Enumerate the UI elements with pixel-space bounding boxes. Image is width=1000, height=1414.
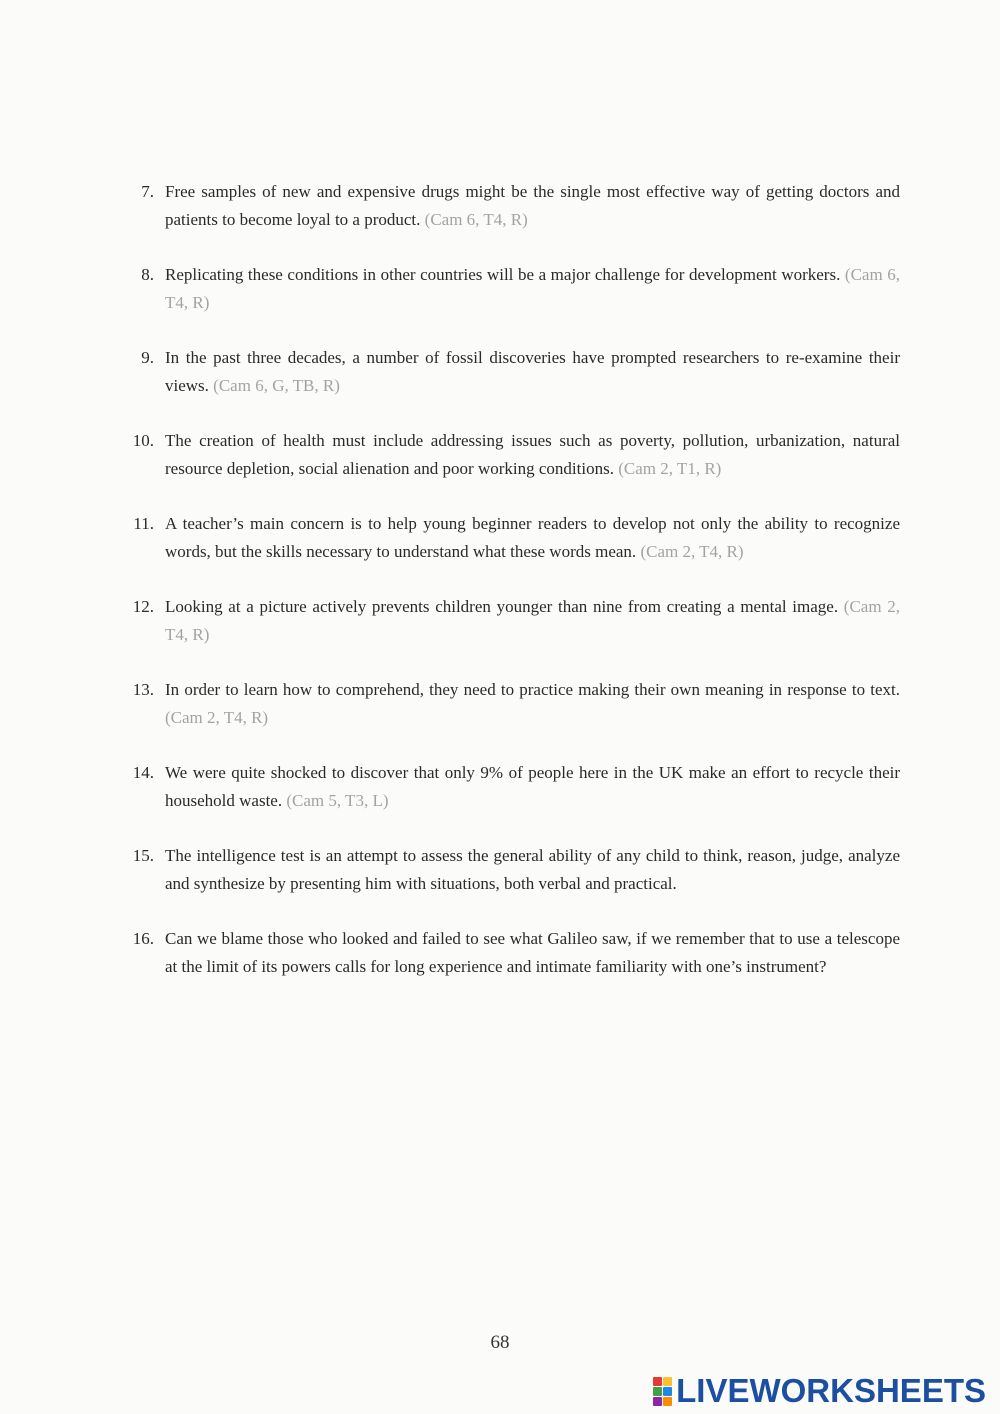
list-item [110, 344, 900, 400]
item-text: The creation of health must include addressing issues such as poverty, pollution, urbanization, natural resource depletion, social alienation and poor working conditions. [165, 431, 900, 478]
page-number: 68 [490, 1332, 510, 1353]
list-item [110, 427, 900, 483]
item-number: 14. [132, 763, 154, 782]
list-item [110, 510, 900, 566]
item-source: (Cam 6, T4, R) [165, 265, 900, 312]
item-number: 16. [132, 929, 154, 948]
item-text-block [154, 427, 900, 483]
item-source: (Cam 2, T1, R) [618, 459, 722, 478]
liveworksheets-logo-icon [653, 1377, 672, 1406]
item-number: 9. [141, 348, 154, 367]
list-item [110, 593, 900, 649]
item-text: In order to learn how to comprehend, they need to practice making their own meaning in response to text. [165, 680, 900, 699]
item-text-block [154, 261, 900, 317]
list-item [110, 178, 900, 234]
item-text: Can we blame those who looked and failed to see what Galileo saw, if we remember that to use a telescope at the limit of its powers calls for long experience and intimate familiarity with one’s instrument? [165, 929, 900, 976]
item-text-block [154, 510, 900, 566]
item-text: The intelligence test is an attempt to assess the general ability of any child to think, reason, judge, analyze and synthesize by presenting him with situations, both verbal and practical. [165, 846, 900, 893]
item-number: 10. [132, 431, 154, 450]
item-text-block [154, 676, 900, 732]
liveworksheets-logo[interactable] [653, 1374, 986, 1408]
item-text-block [154, 925, 900, 981]
list-item [110, 759, 900, 815]
item-source: (Cam 2, T4, R) [165, 708, 269, 727]
item-text-block [154, 178, 900, 234]
item-text-block [154, 344, 900, 400]
sentence-list [110, 178, 900, 1008]
item-text: Replicating these conditions in other countries will be a major challenge for development workers. [165, 265, 841, 284]
item-number: 8. [141, 265, 154, 284]
list-item [110, 261, 900, 317]
item-source: (Cam 2, T4, R) [165, 597, 900, 644]
item-text: In the past three decades, a number of fossil discoveries have prompted researchers to re-examine their views. [165, 348, 900, 395]
list-item [110, 925, 900, 981]
item-text: Looking at a picture actively prevents children younger than nine from creating a mental image. [165, 597, 839, 616]
item-source: (Cam 6, G, TB, R) [213, 376, 340, 395]
item-source: (Cam 2, T4, R) [640, 542, 744, 561]
item-source: (Cam 6, T4, R) [424, 210, 528, 229]
list-item [110, 676, 900, 732]
item-source: (Cam 5, T3, L) [286, 791, 389, 810]
item-text: We were quite shocked to discover that only 9% of people here in the UK make an effort to recycle their household waste. [165, 763, 900, 810]
item-number: 12. [132, 597, 154, 616]
item-text: A teacher’s main concern is to help young beginner readers to develop not only the ability to recognize words, but the skills necessary to understand what these words mean. [165, 514, 900, 561]
item-number: 13. [132, 680, 154, 699]
brand-name: LIVEWORKSHEETS [676, 1372, 986, 1409]
item-text-block [154, 593, 900, 649]
item-number: 15. [132, 846, 154, 865]
item-text-block [154, 842, 900, 898]
item-text: Free samples of new and expensive drugs might be the single most effective way of getting doctors and patients to become loyal to a product. [165, 182, 900, 229]
item-number: 7. [141, 182, 154, 201]
item-text-block [154, 759, 900, 815]
list-item [110, 842, 900, 898]
item-number: 11. [133, 514, 154, 533]
